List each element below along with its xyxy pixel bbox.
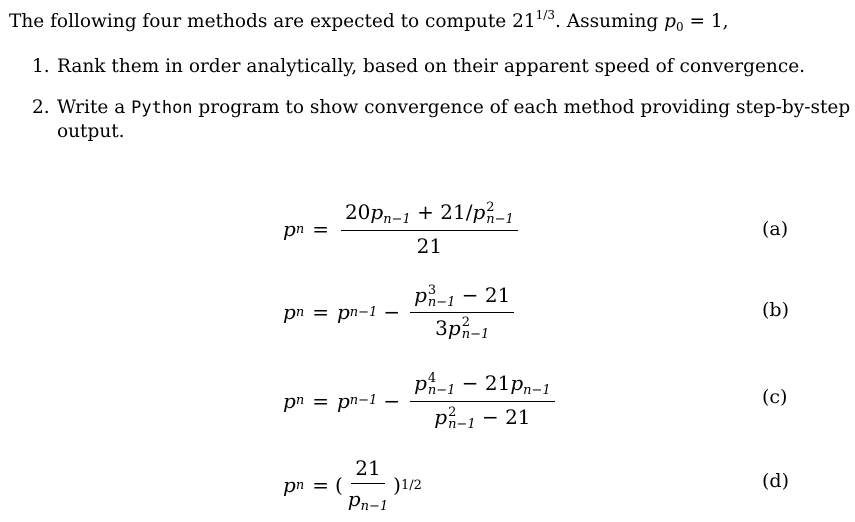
eq-b-lhs-sub: n <box>295 304 305 320</box>
eq-c-p: p <box>414 371 427 395</box>
eq-a-denominator: 21 <box>416 234 443 258</box>
eq-b-sub: n−1 <box>427 294 456 310</box>
eq-c-lhs: p <box>283 388 296 413</box>
eq-c-den-sub: n−1 <box>448 416 476 432</box>
eq-b-equals: = <box>312 300 329 324</box>
eq-a-lhs: p <box>283 217 296 241</box>
eq-c-sub: n−1 <box>427 382 456 398</box>
eq-d-den-p: p <box>347 487 361 511</box>
eq-c-supsub <box>427 370 456 398</box>
eq-b-lhs: p <box>283 300 296 324</box>
eq-d-label: (d) <box>762 470 789 492</box>
eq-d-den-sub: n−1 <box>360 499 389 514</box>
eq-b-p: p <box>414 283 427 307</box>
eq-b-fraction <box>410 283 514 341</box>
eq-c-den-sq: 2 <box>448 404 457 420</box>
eq-a-numerator <box>341 200 518 231</box>
eq-a-p: p <box>370 200 384 224</box>
list-item-text-before: Write a <box>57 97 132 118</box>
intro-exponent: 1/3 <box>535 8 555 22</box>
eq-c-numerator <box>410 371 555 402</box>
list-item-text: Rank them in order analytically, based on their apparent speed of convergence. <box>57 56 806 77</box>
eq-d-equals: = <box>312 473 329 497</box>
eq-d-close-paren: ) <box>393 473 401 497</box>
eq-c-minus: − <box>383 388 401 413</box>
eq-a-p2: p <box>472 200 486 224</box>
eq-a-fraction <box>341 200 518 258</box>
eq-c-four: 4 <box>427 370 437 386</box>
list-item-number: 2. <box>32 97 50 118</box>
eq-a-supsub <box>486 199 514 227</box>
eq-c-lhs-sub: n <box>295 393 305 409</box>
eq-c-label: (c) <box>762 386 788 408</box>
equation-a <box>283 200 522 258</box>
eq-b-num-tail: − 21 <box>455 283 511 307</box>
eq-a-sq: 2 <box>486 199 495 215</box>
eq-a-sub2: n−1 <box>486 211 514 227</box>
eq-b-rhs-p: p <box>336 300 350 324</box>
equation-b <box>283 283 518 341</box>
eq-b-label: (b) <box>762 299 789 321</box>
eq-c-rhs-p: p <box>336 388 350 413</box>
eq-b-den-p: p <box>447 315 461 340</box>
eq-b-supsub <box>427 282 456 310</box>
list-item-text <box>57 97 850 118</box>
eq-d-numerator: 21 <box>351 456 384 484</box>
eq-a-sub: n−1 <box>383 212 411 227</box>
eq-b-den-sq: 2 <box>461 315 470 330</box>
equation-d <box>283 456 422 514</box>
eq-b-minus: − <box>383 300 401 324</box>
eq-c-den-p: p <box>434 405 448 429</box>
list-item-text-line2: output. <box>57 121 125 142</box>
list-item-text-after: program to show convergence of each method providing step-by-step <box>192 97 851 118</box>
intro-sentence <box>9 8 729 34</box>
intro-equals: = 1, <box>683 11 729 32</box>
eq-a-coef: 20 <box>344 200 371 224</box>
eq-a-plus: + 21/ <box>410 200 473 224</box>
eq-c-den-supsub <box>448 404 476 432</box>
intro-text: The following four methods are expected to compute 21 <box>9 11 536 32</box>
equation-c <box>283 371 559 431</box>
eq-c-rhs-sub: n−1 <box>349 393 378 409</box>
eq-c-denominator <box>430 402 534 431</box>
eq-b-denominator <box>431 313 493 342</box>
eq-b-den-sub: n−1 <box>461 327 490 342</box>
eq-b-rhs-sub: n−1 <box>349 304 378 320</box>
list-item-number: 1. <box>32 56 50 77</box>
eq-a-lhs-sub: n <box>295 221 305 237</box>
intro-p: p <box>664 11 676 32</box>
intro-text-after: . Assuming <box>554 11 665 32</box>
eq-c-den-tail: − 21 <box>475 405 531 429</box>
eq-b-numerator <box>410 283 514 313</box>
eq-d-open-paren: ( <box>334 473 343 497</box>
eq-c-p2: p <box>510 371 524 395</box>
eq-a-equals: = <box>312 217 329 241</box>
intro-sub: 0 <box>675 20 684 34</box>
code-python: Python <box>131 98 193 118</box>
eq-d-exponent: 1/2 <box>400 477 422 493</box>
eq-b-cube: 3 <box>427 282 437 298</box>
eq-c-equals: = <box>312 388 329 413</box>
eq-b-den-coef: 3 <box>435 315 448 340</box>
eq-d-denominator <box>344 484 392 514</box>
list-item-line2 <box>57 121 125 142</box>
eq-d-lhs: p <box>283 473 296 497</box>
eq-a-label: (a) <box>762 218 789 240</box>
eq-c-num-mid: − 21 <box>455 371 511 395</box>
eq-d-lhs-sub: n <box>295 477 305 493</box>
eq-c-fraction <box>410 371 555 431</box>
eq-b-den-supsub <box>462 317 490 341</box>
eq-c-sub2: n−1 <box>523 383 551 398</box>
eq-d-fraction <box>344 456 392 514</box>
